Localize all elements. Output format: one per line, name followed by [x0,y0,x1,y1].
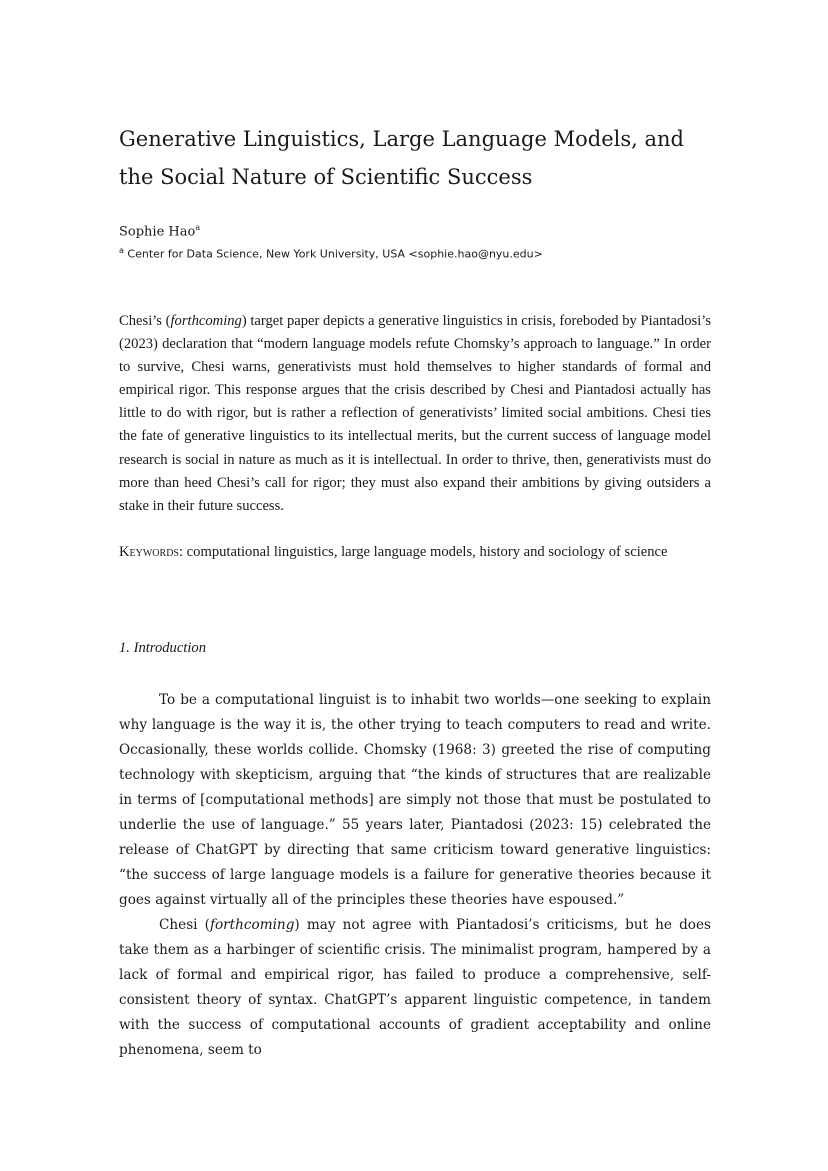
section-heading: 1. Introduction [119,640,207,656]
keywords-text: : computational linguistics, large language models, history and sociology of science [178,544,668,560]
keywords [119,540,711,564]
affiliation-line [119,246,543,261]
keywords-label: Keywords [119,544,179,560]
paragraph-2-italic: forthcoming [209,917,295,933]
body-text [119,688,711,1063]
paragraph-2-text-2: ) may not agree with Piantadosi’s criticisms, but he does take them as a harbinger of scientific crisis. The minimalist program, hampered by a lack of formal and empirical rigor, has failed to produce a comprehensive, self-consistent theory of syntax. ChatGPT’s apparent linguistic competence, in tandem with the success of computational accounts of gradient acceptability and online phenomena, seem to [119,917,712,1058]
affiliation-text: Center for Data Science, New York University, USA <sophie.hao@nyu.edu> [127,247,543,261]
author-name: Sophie Hao [119,224,196,240]
abstract-italic: forthcoming [170,313,242,329]
paragraph-1: To be a computational linguist is to inhabit two worlds—one seeking to explain why language is the way it is, the other trying to teach computers to read and write. Occasionally, these worlds collide. Chomsky (1968: 3) greeted the rise of computing technology with skepticism, arguing that “the kinds of structures that are realizable in terms of [computational methods] are simply not those that must be postulated to underlie the use of language.” 55 years later, Piantadosi (2023: 15) celebrated the release of ChatGPT by directing that same criticism toward generative linguistics: “the success of large language models is a failure for generative theories because it goes against virtually all of the principles these theories have espoused.” [119,692,711,908]
author-line [119,223,200,239]
abstract [119,310,711,518]
paragraph-2 [119,913,711,1063]
affiliation-marker: a [119,246,124,255]
abstract-text-1: Chesi’s ( [119,313,171,329]
paper-title: Generative Linguistics, Large Language Models, and the Social Nature of Scientific Success [119,127,684,189]
author-affiliation-marker: a [195,223,201,232]
abstract-text-2: ) target paper depicts a generative linguistics in crisis, foreboded by Piantadosi’s (2023) declaration that “modern language models refute Chomsky’s approach to language.” In order to survive, Chesi warns, generativists must hold themselves to higher standards of formal and empirical rigor. This response argues that the crisis described by Chesi and Piantadosi actually has little to do with rigor, but is rather a reflection of generativists’ limited social ambitions. Chesi ties the fate of generative linguistics to its intellectual merits, but the current success of language model research is social in nature as much as it is intellectual. In order to thrive, then, generativists must do more than heed Chesi’s call for rigor; they must also expand their ambitions by giving outsiders a stake in their future success. [119,313,711,514]
paragraph-2-text-1: Chesi ( [159,917,210,933]
